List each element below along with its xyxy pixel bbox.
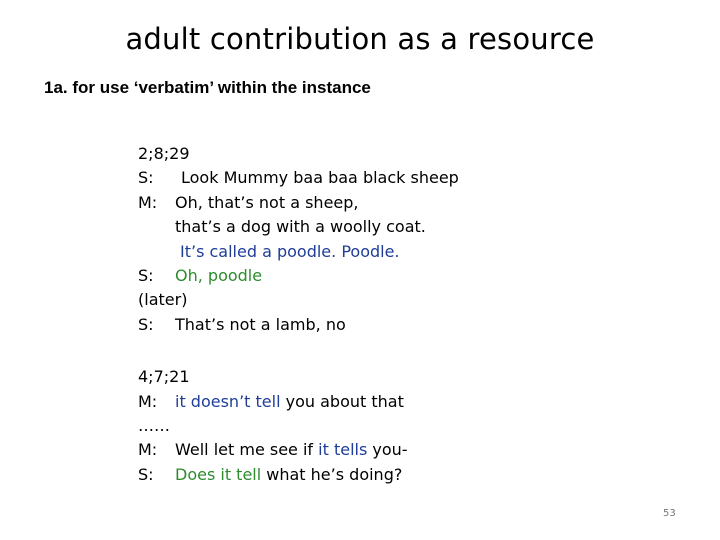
utterance-highlighted: Oh, poodle bbox=[175, 265, 263, 285]
slide-title: adult contribution as a resource bbox=[125, 22, 595, 56]
transcript-line bbox=[138, 463, 459, 487]
utterance-highlighted: Does it tell bbox=[175, 464, 262, 484]
speaker-label: M: bbox=[138, 192, 158, 212]
utterance: you about that bbox=[280, 391, 404, 411]
utterance-highlighted: it tells bbox=[318, 440, 368, 460]
utterance: That’s not a lamb, no bbox=[175, 314, 346, 334]
transcript-body bbox=[138, 142, 459, 487]
speaker-label: M: bbox=[138, 440, 158, 460]
utterance-highlighted: it doesn’t tell bbox=[175, 391, 281, 411]
utterance: you- bbox=[367, 440, 408, 460]
speaker-label: S: bbox=[138, 464, 154, 484]
utterance: Well let me see if bbox=[175, 440, 319, 460]
utterance-continuation-highlighted: It’s called a poodle. Poodle. bbox=[180, 241, 400, 261]
age-label-2: 4;7;21 bbox=[138, 367, 190, 387]
transcript-line bbox=[138, 313, 459, 337]
speaker-label: M: bbox=[138, 391, 158, 411]
later-note: (later) bbox=[138, 290, 188, 310]
page-number: 53 bbox=[663, 508, 676, 519]
utterance: Oh, that’s not a sheep, bbox=[175, 192, 359, 212]
utterance: Look Mummy baa baa black sheep bbox=[181, 168, 459, 188]
section-gap bbox=[138, 337, 459, 365]
speaker-label: S: bbox=[138, 168, 154, 188]
transcript-line bbox=[138, 191, 459, 215]
age-label-1: 2;8;29 bbox=[138, 144, 190, 163]
ellipsis: …… bbox=[138, 415, 170, 435]
speaker-label: S: bbox=[138, 314, 154, 334]
transcript-line bbox=[138, 264, 459, 288]
transcript-line bbox=[138, 166, 459, 190]
speaker-label: S: bbox=[138, 265, 154, 285]
utterance: what he’s doing? bbox=[261, 464, 403, 484]
slide-subtitle: 1a. for use ‘verbatim’ within the instance bbox=[44, 78, 371, 97]
transcript-line bbox=[138, 390, 459, 414]
utterance-continuation: that’s a dog with a woolly coat. bbox=[175, 217, 426, 237]
transcript-line bbox=[138, 438, 459, 462]
